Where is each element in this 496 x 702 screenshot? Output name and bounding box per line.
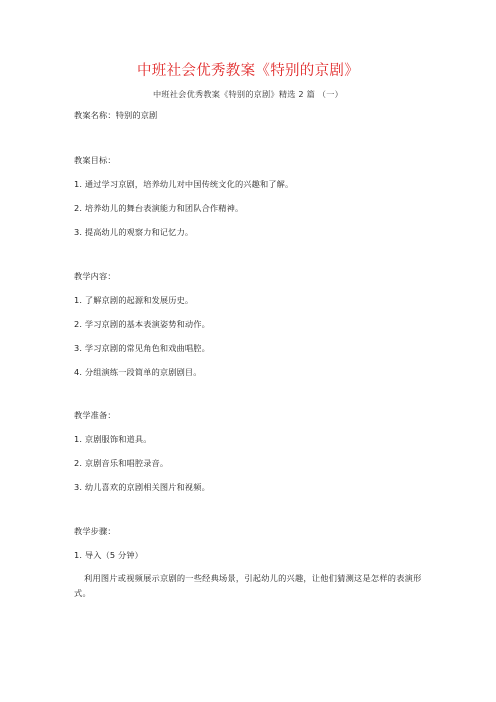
- content-heading: 教学内容：: [74, 271, 116, 281]
- lesson-name: 教案名称：特别的京剧: [74, 110, 158, 120]
- prep-heading: 教学准备：: [74, 410, 116, 420]
- content-item: 2. 学习京剧的基本表演姿势和动作。: [74, 319, 210, 329]
- content-item: 4. 分组演练一段简单的京剧剧目。: [74, 367, 202, 377]
- goal-item: 1. 通过学习京剧，培养幼儿对中国传统文化的兴趣和了解。: [74, 179, 294, 189]
- prep-item: 2. 京剧音乐和唱腔录音。: [74, 458, 169, 468]
- prep-item: 1. 京剧服饰和道具。: [74, 434, 152, 444]
- content-item: 3. 学习京剧的常见角色和戏曲唱腔。: [74, 343, 210, 353]
- document-subtitle: 中班社会优秀教案《特别的京剧》精选 2 篇 （一）: [153, 89, 343, 99]
- content-item: 1. 了解京剧的起源和发展历史。: [74, 295, 194, 305]
- goals-heading: 教案目标：: [74, 155, 116, 165]
- goal-item: 3. 提高幼儿的观察力和记忆力。: [74, 227, 194, 237]
- step1-paragraph: 利用图片或视频展示京剧的一些经典场景，引起幼儿的兴趣，让他们猜测这是怎样的表演形式。: [74, 573, 422, 598]
- prep-item: 3. 幼儿喜欢的京剧相关图片和视频。: [74, 482, 210, 492]
- steps-heading: 教学步骤：: [74, 526, 116, 536]
- goal-item: 2. 培养幼儿的舞台表演能力和团队合作精神。: [74, 203, 244, 213]
- step-item: 1. 导入（5 分钟）: [74, 550, 144, 560]
- document-title: 中班社会优秀教案《特别的京剧》: [137, 63, 359, 79]
